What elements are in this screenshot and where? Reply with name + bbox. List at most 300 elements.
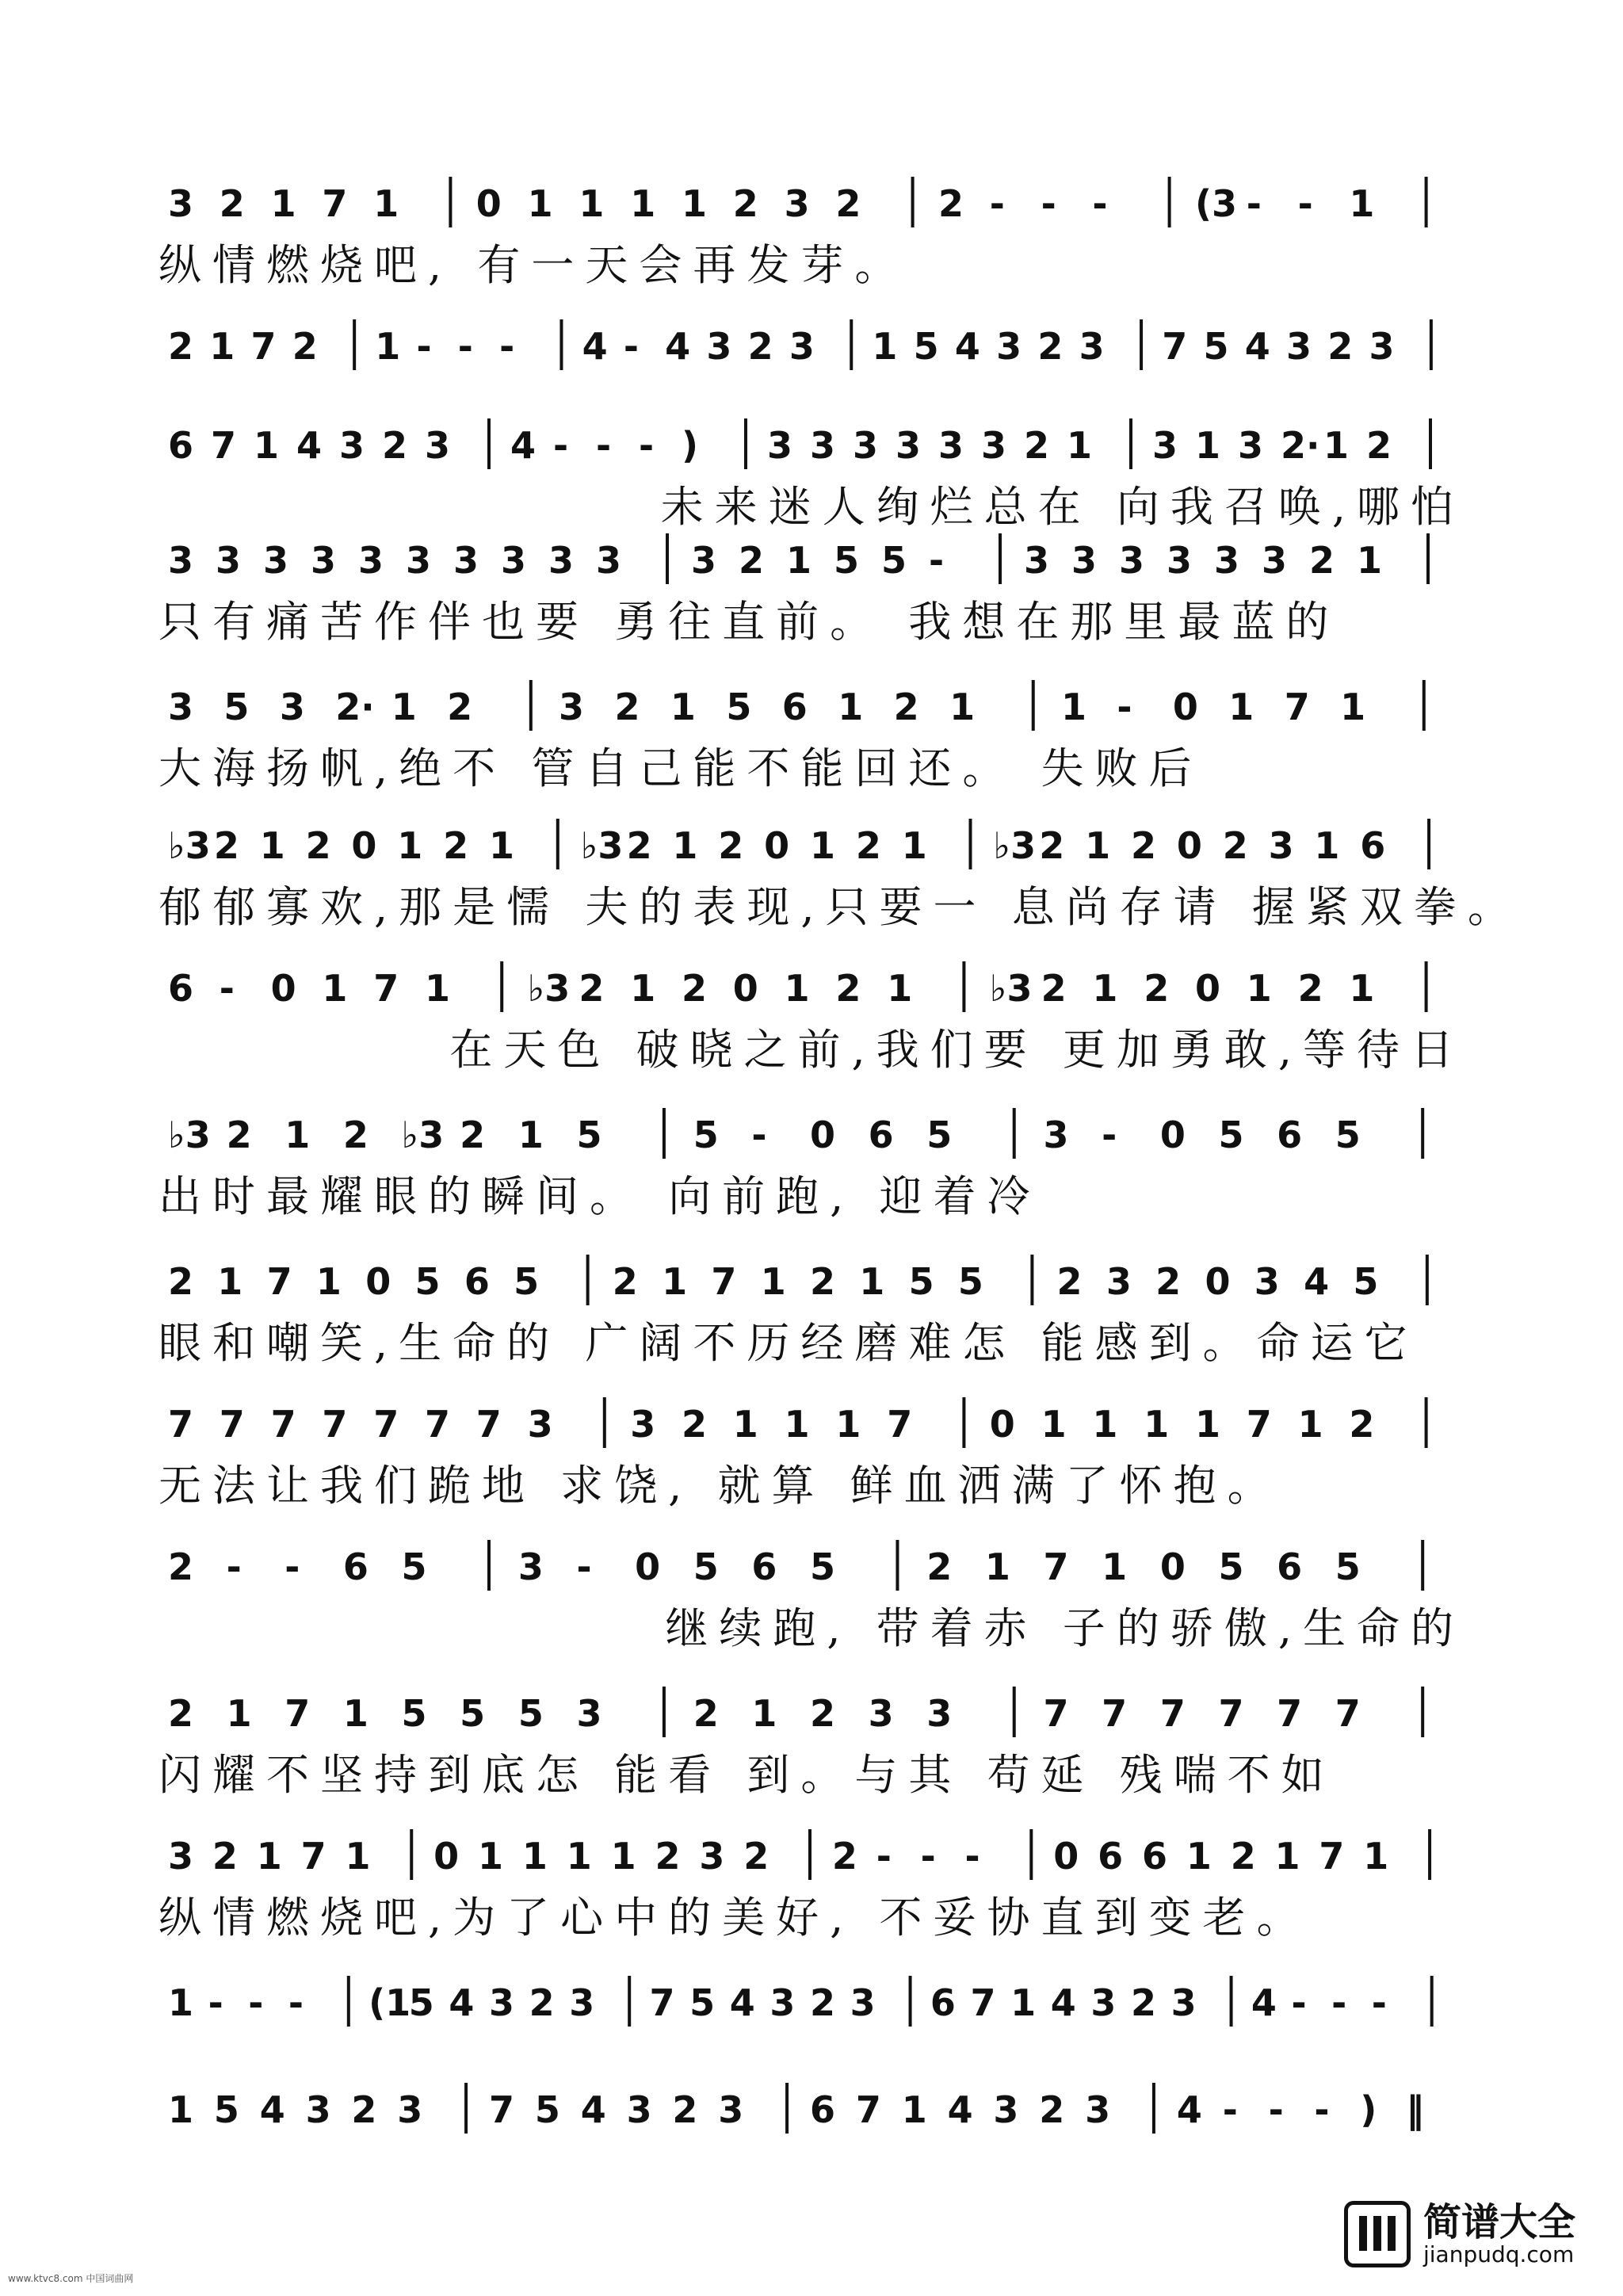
note: 3 [1152, 424, 1178, 467]
note: 1 [760, 1260, 786, 1303]
logo-url: jianpudq.com [1423, 2241, 1575, 2267]
note: 1 [732, 1403, 758, 1446]
note: - [226, 1545, 242, 1588]
note: 3 [996, 325, 1022, 368]
note: - [1222, 2088, 1238, 2131]
note: 4 [954, 325, 980, 368]
note: 2 [672, 2088, 698, 2131]
note: 7 [1218, 1692, 1244, 1735]
note: 3 [630, 1403, 656, 1446]
note: 4 [947, 2088, 973, 2131]
site-logo [1344, 2201, 1575, 2267]
note: 0 [270, 967, 296, 1010]
note: - [1331, 1981, 1347, 2024]
note: (3 [1195, 182, 1238, 225]
note: 0 [1159, 1114, 1186, 1156]
note: 6 [1141, 1835, 1167, 1878]
note: 4 [1176, 2088, 1202, 2131]
note: 6 [168, 967, 194, 1010]
note: 1 [579, 182, 605, 225]
note: 1 [901, 824, 927, 867]
note: - [288, 1981, 304, 2024]
note: 1 [566, 1835, 592, 1878]
note: 1 [1323, 424, 1350, 467]
note: 7 [1043, 1692, 1069, 1735]
note: 1 [345, 1835, 371, 1878]
note: - [499, 325, 515, 368]
note: 3 [559, 686, 585, 728]
note: 3 [576, 1692, 602, 1735]
note: 0 [1195, 967, 1221, 1010]
note: 1 [217, 1260, 243, 1303]
notation-row [158, 1534, 1458, 1597]
note: 7 [300, 1835, 327, 1878]
note: 2 [810, 1260, 836, 1303]
lyrics-line: 闪耀不坚持到底怎 能看 到。与其 苟延 残喘不如 [158, 1750, 1335, 1800]
note: 3 [1119, 539, 1145, 582]
note: 3 [1090, 1981, 1117, 2024]
note: 2 [693, 1692, 719, 1735]
note: 2 [810, 1981, 836, 2024]
notation-row [158, 170, 1458, 234]
note: 3 [517, 1545, 544, 1588]
note: 1 [610, 1835, 636, 1878]
note: 2 [1309, 539, 1335, 582]
note: 1 [984, 1545, 1010, 1588]
note: 3 [1167, 539, 1193, 582]
note: 5 [908, 1260, 934, 1303]
note: 6 [1277, 1545, 1303, 1588]
note: 3 [397, 2088, 423, 2131]
note: 0 [810, 1114, 836, 1156]
note: 2 [1131, 1981, 1157, 2024]
note: 0 [475, 182, 502, 225]
logo-title: 简谱大全 [1423, 2200, 1575, 2244]
note: 2 [443, 824, 469, 867]
note: 2 [747, 325, 773, 368]
note: 1 [322, 967, 348, 1010]
note: 1 [838, 686, 864, 728]
note: - [1041, 182, 1056, 225]
note: 5 [576, 1114, 602, 1156]
note: 2 [743, 1835, 769, 1878]
note: 3 [767, 424, 793, 467]
note: 3 [1238, 424, 1264, 467]
note: 1 [1060, 686, 1086, 728]
note: 2 [926, 1545, 953, 1588]
note: 7 [1162, 325, 1188, 368]
note: 2 [810, 1692, 836, 1735]
note: 3 [489, 1981, 515, 2024]
note: 1 [226, 1692, 252, 1735]
note: 5 [693, 1545, 719, 1588]
note: 7 [322, 182, 348, 225]
note: 1 [1186, 1835, 1212, 1878]
note: 5 [689, 1981, 716, 2024]
note: 5 [223, 686, 250, 728]
note: 7 [1159, 1692, 1186, 1735]
note: 2 [1222, 824, 1248, 867]
note: 4 [1244, 325, 1270, 368]
note: 5 [401, 1692, 427, 1735]
note: ♭3 [401, 1114, 445, 1156]
note: - [751, 1114, 767, 1156]
note: 2 [1056, 1260, 1083, 1303]
note: 4 [510, 424, 537, 467]
note: 2 [1366, 424, 1392, 467]
note: ‖ [1406, 2088, 1425, 2131]
note: 1 [315, 1260, 342, 1303]
note: 5 [913, 325, 939, 368]
note: 1 [1144, 1403, 1170, 1446]
note: - [248, 1981, 264, 2024]
note: 1 [901, 2088, 927, 2131]
note: 1 [672, 824, 698, 867]
note: 2 [529, 1981, 555, 2024]
note: 2 [614, 686, 640, 728]
note: 3 [311, 539, 337, 582]
note: 3 [981, 424, 1007, 467]
note: 7 [1102, 1692, 1128, 1735]
note: 3 [1285, 325, 1312, 368]
note: 3 [1170, 1981, 1197, 2024]
note: - [876, 1835, 892, 1878]
note: 4 [1251, 1981, 1277, 2024]
note: 1 [887, 967, 913, 1010]
note: 3 [358, 539, 384, 582]
note: 5 [810, 1545, 836, 1588]
note: 1 [682, 182, 708, 225]
note: 2 [219, 182, 245, 225]
note: 3 [406, 539, 432, 582]
note: 1 [786, 539, 812, 582]
note: 3 [626, 2088, 652, 2131]
note: 2· [1281, 424, 1320, 467]
note: 1 [425, 967, 451, 1010]
note: 3 [596, 539, 622, 582]
note: ) [682, 424, 699, 467]
note: 4 [1050, 1981, 1076, 2024]
note: (1 [369, 1981, 411, 2024]
note: 2 [1024, 424, 1050, 467]
note: 2 [732, 182, 758, 225]
note: 3 [168, 539, 194, 582]
note: 1 [1357, 539, 1383, 582]
notation-row [158, 674, 1458, 737]
note: 7 [322, 1403, 348, 1446]
notation-row [158, 527, 1458, 590]
note: 1 [1228, 686, 1254, 728]
note: 3 [425, 424, 451, 467]
note: 0 [1159, 1545, 1186, 1588]
note: 2 [718, 824, 744, 867]
note: 2 [460, 1114, 486, 1156]
note: - [219, 967, 235, 1010]
note: 5 [408, 1981, 434, 2024]
note: 5 [514, 1260, 540, 1303]
lyrics-line: 无法让我们跪地 求饶, 就算 鲜血洒满了怀抱。 [158, 1461, 1281, 1511]
note: 2 [1297, 967, 1323, 1010]
notation-row [158, 1102, 1458, 1165]
note: 0 [351, 824, 377, 867]
note: 0 [1172, 686, 1198, 728]
note: 1 [373, 182, 399, 225]
note: 6 [781, 686, 808, 728]
note: 3 [168, 1835, 194, 1878]
note: 2 [739, 539, 765, 582]
note: 1 [630, 967, 656, 1010]
note: 4 [1304, 1260, 1330, 1303]
note: 7 [270, 1403, 296, 1446]
note: 6 [868, 1114, 894, 1156]
lyrics-line: 纵情燃烧吧,为了心中的美好, 不妥协直到变老。 [158, 1893, 1311, 1943]
note: 0 [1205, 1260, 1231, 1303]
note: 3 [926, 1692, 953, 1735]
note: ♭3 [527, 967, 571, 1010]
note: 3 [1369, 325, 1395, 368]
notation-row [158, 412, 1458, 476]
note: 1 [751, 1692, 777, 1735]
note: 2 [682, 967, 708, 1010]
note: 2 [1039, 824, 1065, 867]
note: 3 [993, 2088, 1019, 2131]
note: 5 [957, 1260, 983, 1303]
note: 3 [850, 1981, 876, 2024]
note: 1 [1340, 686, 1366, 728]
note: 1 [209, 325, 235, 368]
note: 1 [1041, 1403, 1067, 1446]
note: 2 [831, 1835, 857, 1878]
note: - [623, 325, 639, 368]
note: 6 [810, 2088, 836, 2131]
note: 2 [447, 686, 473, 728]
note: 1 [259, 824, 285, 867]
notation-row [158, 1248, 1458, 1312]
note: ♭3 [168, 824, 211, 867]
note: 1 [168, 2088, 194, 2131]
note: 5 [213, 2088, 239, 2131]
note: 1 [397, 824, 423, 867]
note: 3 [1262, 539, 1288, 582]
note: - [929, 539, 945, 582]
note: 1 [521, 1835, 548, 1878]
note: 0 [433, 1835, 460, 1878]
note: 5 [517, 1692, 544, 1735]
lyrics-line: 大海扬帆,绝不 管自己能不能回还。 失败后 [158, 743, 1203, 793]
note: - [208, 1981, 223, 2024]
note: 0 [1053, 1835, 1079, 1878]
note: 3 [305, 2088, 331, 2131]
note: 3 [263, 539, 289, 582]
note: 2 [342, 1114, 369, 1156]
note: 2 [168, 1260, 194, 1303]
note: 4 [729, 1981, 755, 2024]
note: - [596, 424, 612, 467]
note: 3 [168, 686, 194, 728]
note: - [1117, 686, 1132, 728]
note: 3 [1268, 824, 1294, 867]
note: 1 [670, 686, 696, 728]
note: 6 [464, 1260, 490, 1303]
note: 7 [1277, 1692, 1303, 1735]
note: 2 [1131, 824, 1157, 867]
note: 5 [1335, 1114, 1361, 1156]
note: ♭3 [993, 824, 1037, 867]
notation-row [158, 1823, 1458, 1886]
note: 7 [887, 1403, 913, 1446]
note: 3 [527, 1403, 553, 1446]
note: 7 [373, 1403, 399, 1446]
note: 1 [1349, 967, 1375, 1010]
note: 3 [810, 424, 836, 467]
note: 1 [1274, 1835, 1300, 1878]
note: 1 [1297, 1403, 1323, 1446]
note: 2 [1230, 1835, 1256, 1878]
note: 4 [665, 325, 691, 368]
note: 3 [789, 325, 815, 368]
note: 1 [1363, 1835, 1389, 1878]
note: 2 [1349, 1403, 1375, 1446]
note: 1 [1314, 824, 1340, 867]
note: - [1297, 182, 1313, 225]
note: 2 [579, 967, 605, 1010]
note: 7 [475, 1403, 502, 1446]
note: 1 [285, 1114, 311, 1156]
note: 7 [168, 1403, 194, 1446]
note: 3 [453, 539, 479, 582]
note: 7 [1284, 686, 1310, 728]
note: 5 [1353, 1260, 1379, 1303]
note: 2 [351, 2088, 377, 2131]
note: 3 [769, 1981, 796, 2024]
note: - [964, 1835, 980, 1878]
notation-row [158, 2076, 1458, 2140]
note: 2 [655, 1835, 681, 1878]
note: 7 [711, 1260, 737, 1303]
note: 7 [266, 1260, 292, 1303]
note: 4 [580, 2088, 606, 2131]
note: - [1092, 182, 1108, 225]
note: ♭3 [168, 1114, 211, 1156]
note: 2 [626, 824, 652, 867]
note: 2 [292, 325, 318, 368]
note: 1 [1092, 1403, 1118, 1446]
note: 4 [296, 424, 323, 467]
note: 1 [1085, 824, 1111, 867]
lyrics-line: 继续跑, 带着赤 子的骄傲,生命的 [665, 1603, 1465, 1653]
note: 7 [219, 1403, 245, 1446]
note: - [989, 182, 1005, 225]
note: 2 [1039, 2088, 1065, 2131]
note: 7 [285, 1692, 311, 1735]
lyrics-line: 郁郁寡欢,那是懦 夫的表现,只要一 息尚存请 握紧双拳。 [158, 882, 1522, 932]
note: 3 [1024, 539, 1050, 582]
note: 2 [835, 967, 861, 1010]
note: 1 [391, 686, 417, 728]
note: 2 [213, 824, 239, 867]
watermark: www.ktvc8.com 中国词曲网 [8, 2273, 134, 2284]
note: - [920, 1835, 936, 1878]
note: 3 [699, 1835, 725, 1878]
note: 3 [1214, 539, 1240, 582]
note: 4 [259, 2088, 285, 2131]
note: 1 [859, 1260, 885, 1303]
note: 1 [517, 1114, 544, 1156]
note: 1 [1195, 424, 1221, 467]
note: 7 [373, 967, 399, 1010]
note: - [1268, 2088, 1284, 2131]
notation-row [158, 1969, 1458, 2033]
note: 1 [784, 1403, 810, 1446]
note: 2 [1327, 325, 1354, 368]
notation-row [158, 812, 1458, 876]
note: 3 [216, 539, 242, 582]
note: 1 [1102, 1545, 1128, 1588]
note: 5 [460, 1692, 486, 1735]
note: 2 [835, 182, 861, 225]
note: - [1246, 182, 1262, 225]
note: 3 [1254, 1260, 1280, 1303]
note: 2 [1155, 1260, 1182, 1303]
note: 3 [868, 1692, 894, 1735]
note: 7 [649, 1981, 675, 2024]
note: 0 [989, 1403, 1015, 1446]
note: 3 [896, 424, 922, 467]
note: 1 [168, 1981, 194, 2024]
note: 0 [1176, 824, 1202, 867]
note: 6 [168, 424, 194, 467]
note: 2 [612, 1260, 638, 1303]
note: 1 [254, 424, 280, 467]
note: 3 [569, 1981, 595, 2024]
note: 5 [401, 1545, 427, 1588]
note: 7 [425, 1403, 451, 1446]
note: ♭3 [989, 967, 1033, 1010]
note: 2 [682, 1403, 708, 1446]
note: 1 [1195, 1403, 1221, 1446]
note: 1 [662, 1260, 688, 1303]
note: 5 [926, 1114, 953, 1156]
note: ♭3 [580, 824, 624, 867]
note: 3 [853, 424, 879, 467]
note: 2 [168, 1545, 194, 1588]
note: 1 [1067, 424, 1093, 467]
note: 1 [527, 182, 553, 225]
note: 3 [691, 539, 717, 582]
note: 5 [881, 539, 907, 582]
note: - [1314, 2088, 1330, 2131]
note: - [639, 424, 655, 467]
note: 3 [784, 182, 810, 225]
note: 1 [1092, 967, 1118, 1010]
note: 1 [872, 325, 898, 368]
note: 7 [1246, 1403, 1272, 1446]
note: - [1291, 1981, 1307, 2024]
note: 7 [855, 2088, 881, 2131]
note: 1 [375, 325, 401, 368]
note: - [457, 325, 473, 368]
piano-logo-icon [1344, 2201, 1411, 2267]
note: 0 [764, 824, 790, 867]
note: 2 [1037, 325, 1064, 368]
notation-row [158, 1680, 1458, 1744]
note: 2 [1041, 967, 1067, 1010]
note: 1 [949, 686, 976, 728]
note: 2 [305, 824, 331, 867]
note: 1 [478, 1835, 504, 1878]
note: 6 [342, 1545, 369, 1588]
note: - [416, 325, 432, 368]
